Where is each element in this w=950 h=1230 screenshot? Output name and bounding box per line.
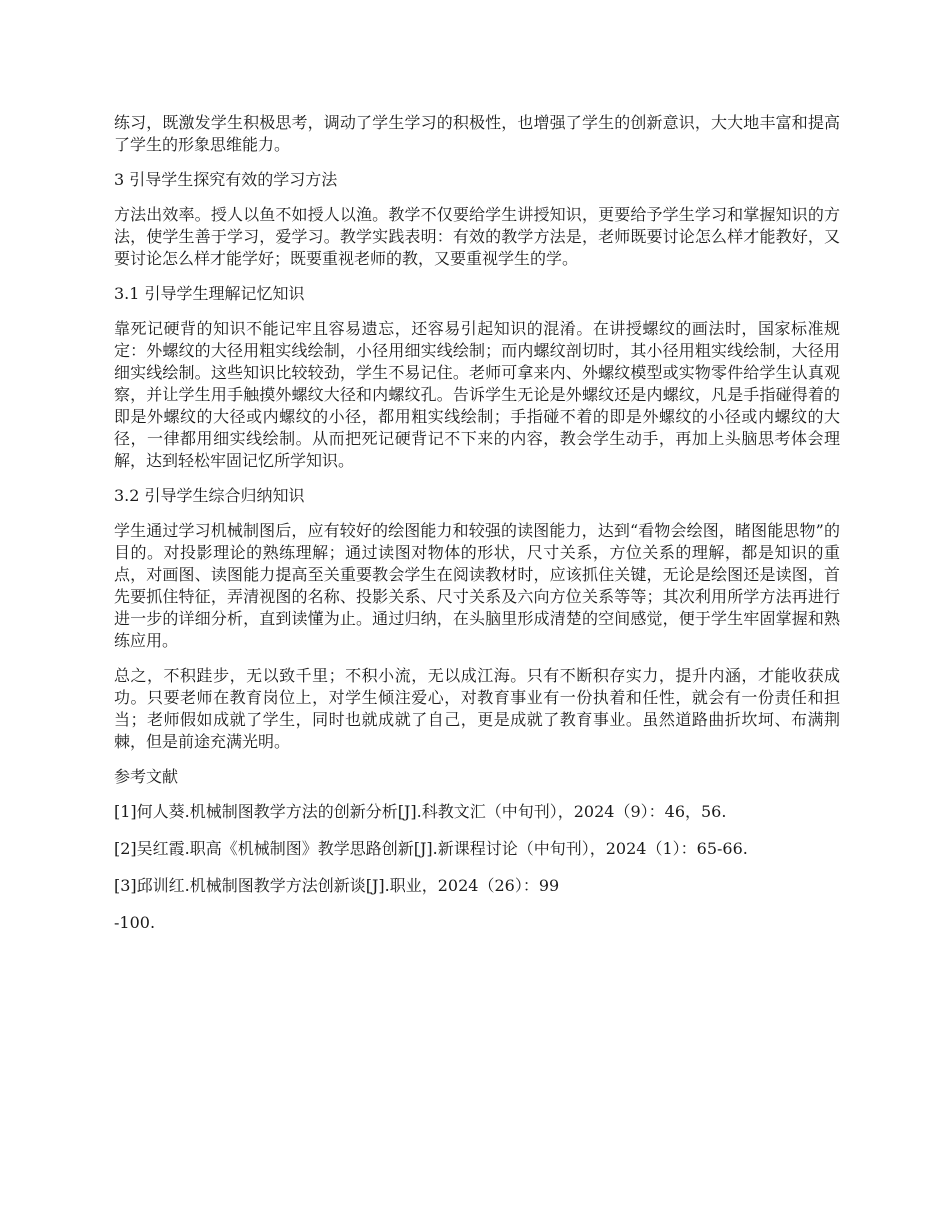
paragraph-section-3-1: 靠死记硬背的知识不能记牢且容易遗忘，还容易引起知识的混淆。在讲授螺纹的画法时，国家标准规定：外螺纹的大径用粗实线绘制，小径用细实线绘制；而内螺纹剖切时，其小径用粗实线绘制，大径用细实线绘制。这些知识比较较劲，学生不易记住。老师可拿来内、外螺纹模型或实物零件给学生认真观察，并让学生用手触摸外螺纹大径和内螺纹孔。告诉学生无论是外螺纹还是内螺纹，凡是手指碰得着的即是外螺纹的大径或内螺纹的小径，都用粗实线绘制；手指碰不着的即是外螺纹的小径或内螺纹的大径，一律都用细实线绘制。从而把死记硬背记不下来的内容，教会学生动手，再加上头脑思考体会理解，达到轻松牢固记忆所学知识。: [114, 319, 840, 470]
paragraph-conclusion: 总之，不积跬步，无以致千里；不积小流，无以成江海。只有不断积存实力，提升内涵，才能收获成功。只要老师在教育岗位上，对学生倾注爱心，对教育事业有一份执着和任性，就会有一份责任和担当；老师假如成就了学生，同时也就成就了自己，更是成就了教育事业。虽然道路曲折坎坷、布满荆棘，但是前途充满光明。: [114, 666, 840, 751]
section-heading-3: 3 引导学生探究有效的学习方法: [114, 170, 338, 189]
section-heading-3-1: 3.1 引导学生理解记忆知识: [114, 284, 305, 303]
section-heading-3-2: 3.2 引导学生综合归纳知识: [114, 486, 305, 505]
document-body: [114, 112, 840, 949]
paragraph-section-3: 方法出效率。授人以鱼不如授人以渔。教学不仅要给学生讲授知识，更要给予学生学习和掌握知识的方法，使学生善于学习，爱学习。教学实践表明：有效的教学方法是，老师既要讨论怎么样才能教好，又要讨论怎么样才能学好；既要重视老师的教，又要重视学生的学。: [114, 205, 840, 268]
reference-item-2: [2]吴红霞.职高《机械制图》教学思路创新[J].新课程讨论（中旬刊），2024（1）：65-66.: [114, 839, 748, 858]
reference-item-3: [3]邱训红.机械制图教学方法创新谈[J].职业，2024（26）：99: [114, 876, 560, 895]
reference-item-1: [1]何人葵.机械制图教学方法的创新分析[J].科教文汇（中旬刊），2024（9）：46，56.: [114, 802, 727, 821]
paragraph-intro-continuation: 练习，既激发学生积极思考，调动了学生学习的积极性，也增强了学生的创新意识，大大地丰富和提高了学生的形象思维能力。: [114, 113, 840, 154]
references-heading: 参考文献: [114, 767, 179, 786]
paragraph-section-3-2: 学生通过学习机械制图后，应有较好的绘图能力和较强的读图能力，达到“看物会绘图，睹图能思物”的目的。对投影理论的熟练理解；通过读图对物体的形状，尺寸关系，方位关系的理解，都是知识的重点，对画图、读图能力提高至关重要教会学生在阅读教材时，应该抓住关键，无论是绘图还是读图，首先要抓住特征，弄清视图的名称、投影关系、尺寸关系及六向方位关系等等；其次利用所学方法再进行进一步的详细分析，直到读懂为止。通过归纳，在头脑里形成清楚的空间感觉，便于学生牢固掌握和熟练应用。: [114, 521, 840, 650]
reference-item-3-continuation: -100.: [114, 913, 156, 932]
